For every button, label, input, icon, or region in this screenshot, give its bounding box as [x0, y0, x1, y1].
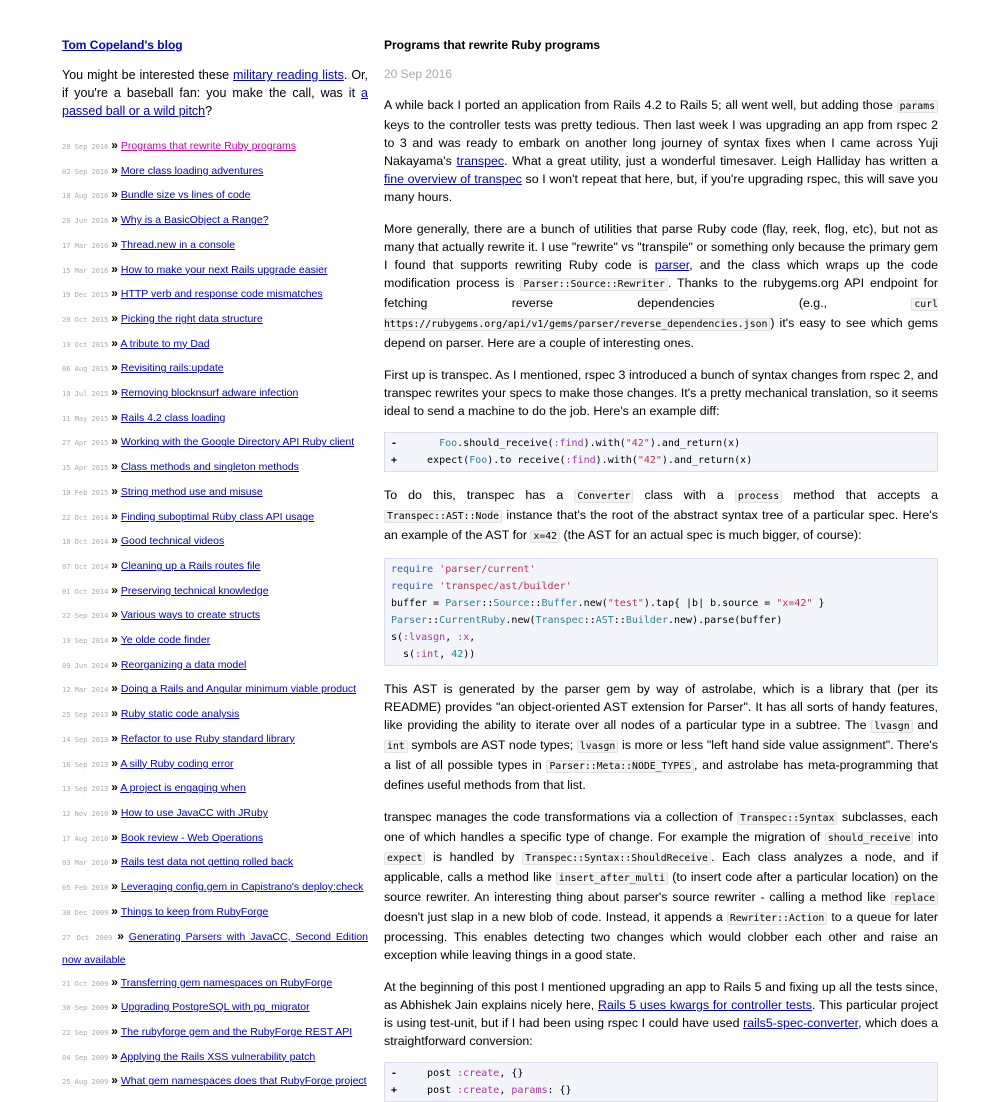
post-date: 07 Oct 2014	[62, 562, 109, 571]
raquo-separator: »	[111, 187, 118, 202]
code-token: require	[391, 564, 434, 575]
post-link[interactable]: Applying the Rails XSS vulnerability patch	[120, 1050, 316, 1063]
post-date: 21 Oct 2009	[62, 979, 109, 988]
post-link[interactable]: A silly Ruby coding error	[120, 757, 234, 770]
diff-minus-marker: -	[391, 438, 398, 449]
post-link[interactable]: More class loading adventures	[120, 164, 264, 177]
raquo-separator: »	[111, 999, 118, 1014]
text: This AST is generated by the parser gem by way of astrolabe, which is a library that (per its README) provides "an object-oriented AST extension for Parser". It has all sorts of handy features, like providing the ability to iterate over all nodes of a particular type in a subtree. The	[384, 682, 938, 732]
post-link[interactable]: Good technical videos	[120, 535, 225, 548]
text: , and the class which wraps up the code modification process is	[384, 258, 938, 290]
inline-code: replace	[891, 892, 938, 905]
post-date: 13 Sep 2013	[62, 785, 109, 794]
post-link[interactable]: Various ways to create structs	[120, 609, 261, 622]
post-list-item	[62, 554, 368, 579]
post-link[interactable]: Thread.new in a console	[120, 238, 236, 251]
text: (the AST for an actual spec is much bigger, of course):	[560, 528, 862, 542]
post-list-item	[62, 677, 368, 702]
text: instance that's the root of the abstract syntax tree of a particular spec. Here's an example of the AST for	[384, 508, 938, 542]
post-list-item	[62, 653, 368, 678]
post-link[interactable]: Cleaning up a Rails routes file	[120, 559, 261, 572]
post-link[interactable]: Working with the Google Directory API Ruby client	[120, 436, 355, 449]
post-list-item	[62, 381, 368, 406]
code-token: AST	[595, 615, 614, 626]
raquo-separator: »	[111, 1023, 118, 1038]
text: . Thanks to the rubygems.org API endpoint for fetching reverse dependencies (e.g.,	[384, 276, 938, 310]
raquo-separator: »	[111, 854, 118, 869]
post-date: 20 Sep 2016	[62, 143, 109, 151]
paragraph-5	[384, 680, 938, 794]
text: to a queue for later processing. This enables detecting two changes which would clobber each other and raise an exception while leaving things in a good state.	[384, 910, 938, 962]
code-token: post	[427, 1068, 458, 1079]
rails5-kwargs-link[interactable]: Rails 5 uses kwargs for controller tests	[598, 998, 812, 1012]
post-date: 18 Aug 2016	[62, 192, 109, 201]
raquo-separator: »	[111, 706, 118, 721]
post-link[interactable]: How to use JavaCC with JRuby	[120, 806, 268, 819]
post-date: 20 Oct 2015	[62, 315, 109, 324]
raquo-separator: »	[111, 804, 118, 819]
code-token: "x=42"	[776, 598, 813, 609]
inline-code: params	[897, 100, 938, 113]
post-article	[384, 30, 938, 1102]
text: At the beginning of this post I mentioned upgrading an app to Rails 5 and fixing up all the tests since, as Abhishek Jain explains nicely here,	[384, 980, 938, 1012]
diff-block-1	[384, 432, 938, 472]
diff-minus-marker: -	[391, 1068, 398, 1079]
post-link[interactable]: A project is engaging when	[120, 782, 246, 795]
code-token: :int	[415, 649, 440, 660]
paragraph-2	[384, 220, 938, 352]
raquo-separator: »	[111, 903, 118, 918]
post-link[interactable]: Picking the right data structure	[120, 312, 263, 325]
raquo-separator: »	[111, 1048, 118, 1063]
code-token: expect(	[427, 455, 470, 466]
text: so I won't repeat that here, but, if you're upgrading rspec, this will save you many hours.	[384, 172, 939, 204]
code-token: require	[391, 581, 434, 592]
code-token: :find	[553, 438, 584, 449]
post-link[interactable]: Ruby static code analysis	[120, 708, 240, 721]
code-token: 'parser/current'	[439, 564, 536, 575]
raquo-separator: »	[111, 335, 118, 350]
raquo-separator: »	[111, 632, 118, 647]
post-date: 03 Mar 2010	[62, 859, 109, 868]
post-date: 10 Feb 2015	[62, 488, 109, 497]
inline-code: Transpec::Syntax::ShouldReceive	[522, 852, 711, 865]
post-list-item	[62, 183, 368, 208]
post-link[interactable]: Removing blocknsurf adware infection	[120, 387, 299, 400]
post-date: 04 Sep 2009	[62, 1053, 109, 1062]
post-list-item	[62, 801, 368, 826]
post-date: 25 Sep 2013	[62, 711, 109, 720]
post-list-item	[62, 702, 368, 727]
text: class with a	[633, 488, 735, 502]
post-list-item	[62, 971, 368, 996]
post-link[interactable]: Upgrading PostgreSQL with pg_migrator	[120, 1001, 310, 1014]
post-date: 27 Apr 2015	[62, 439, 109, 448]
post-list-item	[62, 233, 368, 258]
post-date: 15 Apr 2015	[62, 464, 109, 473]
inline-code: lvasgn	[871, 720, 912, 733]
inline-code: Transpec::AST::Node	[384, 510, 502, 523]
post-date: 22 Oct 2014	[62, 513, 109, 522]
post-date: 18 Oct 2014	[62, 538, 109, 547]
raquo-separator: »	[111, 656, 118, 671]
post-link[interactable]: Programs that rewrite Ruby programs	[120, 140, 296, 152]
paragraph-6	[384, 808, 938, 964]
post-title: Programs that rewrite Ruby programs	[384, 38, 601, 52]
post-link[interactable]: How to make your next Rails upgrade easier	[120, 263, 328, 276]
post-list-item	[62, 752, 368, 777]
post-list-item	[62, 208, 368, 233]
code-block-ast: require 'parser/current' require 'transpec/ast/builder' buffer = Parser::Source::Buffer.new("test").tap{ |b| b.source = "x=42" } Parser::CurrentRuby.new(Transpec::AST::Builder.new).parse(buffer) s(:lvasgn, :x, s(:int, 42))	[384, 558, 938, 666]
raquo-separator: »	[111, 755, 118, 770]
code-token: , {}	[499, 1068, 524, 1079]
post-date: 11 May 2015	[62, 414, 109, 423]
post-date: 22 Sep 2009	[62, 1028, 109, 1037]
post-list-item	[62, 332, 368, 357]
diff-plus-marker: +	[391, 455, 398, 466]
code-token: :x	[457, 632, 470, 643]
code-token: :create	[457, 1085, 500, 1096]
post-link[interactable]: Class methods and singleton methods	[120, 461, 299, 474]
post-date: 19 Sep 2014	[62, 637, 109, 646]
post-link[interactable]: Rails test data not getting rolled back	[120, 856, 294, 869]
code-token: buffer =	[391, 598, 446, 609]
post-link[interactable]: Why is a BasicObject a Range?	[120, 214, 269, 227]
post-list-item	[62, 875, 368, 900]
intro-text: You might be interested these	[62, 68, 234, 82]
code-token: Buffer	[541, 598, 578, 609]
post-date: 17 Mar 2016	[62, 241, 109, 250]
text: . This particular project is using test-unit, but if I had been using rspec I could have used	[384, 998, 938, 1030]
post-link[interactable]: What gem namespaces does that RubyForge project	[120, 1075, 367, 1088]
code-token: "42"	[625, 438, 650, 449]
post-list-item	[62, 727, 368, 752]
raquo-separator: »	[111, 533, 118, 548]
post-date: 02 Sep 2016	[62, 167, 109, 176]
post-list-item	[62, 134, 368, 159]
diff-plus-marker: +	[391, 1085, 398, 1096]
sidebar	[62, 30, 368, 1093]
raquo-separator: »	[111, 730, 118, 745]
raquo-separator: »	[111, 1073, 118, 1088]
code-token: params	[511, 1085, 548, 1096]
military-reading-lists-link[interactable]: military reading lists	[233, 68, 344, 82]
inline-code: x=42	[530, 530, 560, 543]
post-date: 10 Jul 2015	[62, 390, 109, 399]
post-link[interactable]: HTTP verb and response code mismatches	[120, 288, 323, 301]
text: symbols are AST node types;	[407, 738, 577, 752]
post-link[interactable]: Transferring gem namespaces on RubyForge	[120, 976, 333, 989]
raquo-separator: »	[111, 582, 118, 597]
post-link[interactable]: Ye olde code finder	[120, 634, 211, 647]
blog-title-link[interactable]: Tom Copeland's blog	[62, 38, 183, 52]
code-token: ,	[439, 649, 452, 660]
text: is more or less "left hand side value assignment". There's a list of all possible types in	[384, 738, 938, 772]
post-link[interactable]: Reorganizing a data model	[120, 658, 247, 671]
raquo-separator: »	[111, 780, 118, 795]
post-list-item	[62, 776, 368, 801]
code-token: Foo	[469, 455, 488, 466]
code-token: ).and_return(x)	[649, 438, 741, 449]
diff-block-2	[384, 1062, 938, 1102]
code-token: CurrentRuby	[439, 615, 506, 626]
post-date: 12 Nov 2010	[62, 809, 109, 818]
raquo-separator: »	[111, 212, 118, 227]
post-link[interactable]: String method use and misuse	[120, 485, 263, 498]
post-list-item	[62, 925, 368, 971]
code-token: ).and_return(x)	[661, 455, 753, 466]
paragraph-4	[384, 486, 938, 546]
text: A while back I ported an application from Rails 4.2 to Rails 5; all went well, but adding those	[384, 98, 897, 112]
code-token: .new).parse(buffer)	[668, 615, 783, 626]
post-list-item	[62, 579, 368, 604]
post-list-item	[62, 258, 368, 283]
post-list-item	[62, 995, 368, 1020]
code-token: }	[812, 598, 825, 609]
code-token: :create	[457, 1068, 500, 1079]
text: To do this, transpec has a	[384, 488, 575, 502]
post-list-item	[62, 505, 368, 530]
transpec-link[interactable]: transpec	[456, 154, 505, 168]
code-token: :find	[565, 455, 596, 466]
post-date: 25 Aug 2009	[62, 1078, 109, 1087]
text: (to insert code after a particular location) on the source rewriter. An interesting thing about parser's source rewriter - calling a method like	[384, 870, 938, 904]
post-link[interactable]: Bundle size vs lines of code	[120, 189, 251, 202]
code-token: Builder	[625, 615, 668, 626]
code-token: Foo	[439, 438, 458, 449]
code-token: .should_receive(	[457, 438, 554, 449]
code-token: ,	[499, 1085, 512, 1096]
post-list	[62, 134, 368, 1093]
raquo-separator: »	[111, 409, 118, 424]
post-date: 15 Mar 2016	[62, 266, 109, 275]
inline-code: curl https://rubygems.org/api/v1/gems/parser/reverse_dependencies.json	[384, 299, 938, 330]
post-list-item	[62, 1069, 368, 1093]
intro-text: . Or, if you're a baseball fan: you make the call, was it	[62, 68, 368, 100]
raquo-separator: »	[111, 483, 118, 498]
text: doesn't just slap in a new blob of code. Instead, it appends a	[384, 910, 727, 924]
inline-code: lvasgn	[577, 740, 618, 753]
raquo-separator: »	[111, 508, 118, 523]
raquo-separator: »	[111, 261, 118, 276]
paragraph-7	[384, 978, 938, 1050]
code-token: s(	[391, 649, 416, 660]
inline-code: process	[735, 490, 782, 503]
post-link[interactable]: Generating Parsers with JavaCC, Second Edition now available	[62, 930, 368, 966]
text: , and astrolabe has meta-programming that defines useful methods from that list.	[384, 758, 938, 792]
text: More generally, there are a bunch of utilities that parse Ruby code (flay, reek, flog, etc), but not as many that actually rewrite it. I use "rewrite" vs "transpile" or something only because the primary gem I found that supports rewriting Ruby code is	[384, 222, 938, 272]
text: method that accepts a	[782, 488, 938, 502]
post-list-item	[62, 529, 368, 554]
raquo-separator: »	[111, 459, 118, 474]
raquo-separator: »	[111, 236, 118, 251]
post-date: 20 Sep 2016	[384, 67, 453, 81]
inline-code: Rewriter::Action	[727, 912, 827, 925]
code-token: Transpec	[535, 615, 584, 626]
text: ) it's easy to see which gems depend on parser. Here are a couple of interesting ones.	[384, 316, 938, 350]
post-date: 30 Dec 2009	[62, 908, 109, 917]
inline-code: should_receive	[825, 832, 914, 845]
code-token: .new(	[577, 598, 608, 609]
rails5-spec-converter-link[interactable]: rails5-spec-converter	[743, 1016, 859, 1030]
post-link[interactable]: Things to keep from RubyForge	[120, 905, 269, 918]
post-link[interactable]: Revisiting rails:update	[120, 362, 224, 375]
code-token: :lvasgn	[403, 632, 446, 643]
code-token: ).to receive(	[487, 455, 566, 466]
raquo-separator: »	[111, 879, 118, 894]
post-date: 05 Feb 2010	[62, 884, 109, 893]
post-list-item	[62, 282, 368, 307]
post-list-item	[62, 850, 368, 875]
overview-of-transpec-link[interactable]: fine overview of transpec	[384, 172, 522, 186]
raquo-separator: »	[111, 138, 118, 152]
text: is handled by	[425, 850, 523, 864]
post-list-item	[62, 159, 368, 184]
raquo-separator: »	[111, 557, 118, 572]
passed-ball-link[interactable]: a passed ball or a wild pitch	[62, 86, 368, 118]
raquo-separator: »	[111, 681, 118, 696]
intro-text: ?	[205, 104, 213, 118]
paragraph-1	[384, 96, 938, 206]
post-link[interactable]: Doing a Rails and Angular minimum viable product	[120, 683, 357, 696]
code-token: ).with(	[595, 455, 638, 466]
code-token: .new(	[505, 615, 536, 626]
post-list-item	[62, 307, 368, 332]
post-date: 19 Dec 2015	[62, 291, 109, 300]
code-token: ,	[445, 632, 458, 643]
code-token: ))	[463, 649, 476, 660]
code-token: Parser	[391, 615, 428, 626]
raquo-separator: »	[111, 310, 118, 325]
post-date: 22 Sep 2014	[62, 612, 109, 621]
post-list-item	[62, 603, 368, 628]
post-date: 14 Sep 2013	[62, 735, 109, 744]
inline-code: Converter	[574, 490, 633, 503]
raquo-separator: »	[111, 974, 118, 989]
post-date: 27 Oct 2009	[62, 933, 113, 942]
post-date: 01 Oct 2014	[62, 587, 109, 596]
post-link[interactable]: A tribute to my Dad	[120, 337, 210, 350]
post-date: 09 Jun 2014	[62, 661, 109, 670]
inline-code: Parser::Meta::NODE_TYPES	[546, 760, 694, 773]
code-token: ).tap{ |b| b.source =	[643, 598, 777, 609]
inline-code: Parser::Source::Rewriter	[520, 278, 668, 291]
inline-code: Transpec::Syntax	[737, 812, 837, 825]
post-link[interactable]: Refactor to use Ruby standard library	[120, 732, 295, 745]
sidebar-intro	[62, 66, 368, 120]
post-list-item	[62, 628, 368, 653]
raquo-separator: »	[111, 829, 118, 844]
text: and	[912, 718, 938, 732]
text: keys to the controller tests was pretty tedious. Then last week I was upgrading an app from rspec 2 to 3 and was ready to embark on another long journey of syntax fixes when I came across Yuji Nakayama's	[384, 118, 938, 168]
post-link[interactable]: Finding suboptimal Ruby class API usage	[120, 510, 315, 523]
post-link[interactable]: Rails 4.2 class loading	[120, 411, 226, 424]
post-link[interactable]: Book review - Web Operations	[120, 831, 264, 844]
post-link[interactable]: Preserving technical knowledge	[120, 584, 269, 597]
raquo-separator: »	[111, 607, 118, 622]
post-list-item	[62, 455, 368, 480]
post-date: 19 Oct 2015	[62, 340, 109, 349]
code-token: ).with(	[583, 438, 626, 449]
raquo-separator: »	[111, 360, 118, 375]
post-date: 12 Mar 2014	[62, 686, 109, 695]
code-token: : {}	[547, 1085, 572, 1096]
code-token: Parser	[445, 598, 482, 609]
post-date: 30 Sep 2009	[62, 1004, 109, 1013]
code-token: post	[427, 1085, 458, 1096]
code-token: 'transpec/ast/builder'	[439, 581, 572, 592]
post-list-item	[62, 900, 368, 925]
code-token: ,	[469, 632, 476, 643]
post-list-item	[62, 826, 368, 851]
text: subclasses, each one of which handles a specific type of change. For example the migration of	[384, 810, 938, 844]
post-date: 16 Sep 2013	[62, 760, 109, 769]
post-date: 06 Aug 2015	[62, 365, 109, 374]
post-link[interactable]: Leveraging config.gem in Capistrano's deploy:check	[120, 881, 364, 894]
post-list-item	[62, 406, 368, 431]
post-list-item	[62, 480, 368, 505]
post-date: 17 Aug 2010	[62, 834, 109, 843]
raquo-separator: »	[111, 162, 118, 177]
raquo-separator: »	[111, 434, 118, 449]
code-token: "42"	[637, 455, 662, 466]
raquo-separator: »	[111, 286, 118, 301]
text: . What a great utility, just a wonderful timesaver. Leigh Halliday has written a	[504, 154, 938, 168]
raquo-separator: »	[111, 385, 118, 400]
text: , which does a straightforward conversion:	[384, 1016, 938, 1048]
post-link[interactable]: The rubyforge gem and the RubyForge REST API	[120, 1025, 353, 1038]
post-list-item	[62, 430, 368, 455]
parser-link[interactable]: parser	[654, 258, 690, 272]
post-list-item	[62, 1020, 368, 1045]
raquo-separator: »	[117, 928, 124, 943]
text: transpec manages the code transformations via a collection of	[384, 810, 738, 824]
post-list-item	[62, 356, 368, 381]
text: . Each class analyzes a node, and if applicable, calls a method like	[384, 850, 939, 884]
code-token: 42	[451, 649, 464, 660]
post-date: 26 Jun 2016	[62, 217, 109, 226]
inline-code: expect	[384, 852, 425, 865]
inline-code: int	[384, 740, 408, 753]
code-token: Source	[493, 598, 530, 609]
code-token: "test"	[607, 598, 644, 609]
paragraph-3: First up is transpec. As I mentioned, rspec 3 introduced a bunch of syntax changes from rspec 2, and transpec rewrites your specs to make those changes. It's a pretty mechanical translation, so it seems ideal to send a machine to do the job. Here's an example diff:	[384, 368, 938, 418]
inline-code: insert_after_multi	[556, 872, 668, 885]
text: into	[913, 830, 939, 844]
code-token: s(	[391, 632, 404, 643]
post-list-item	[62, 1045, 368, 1070]
